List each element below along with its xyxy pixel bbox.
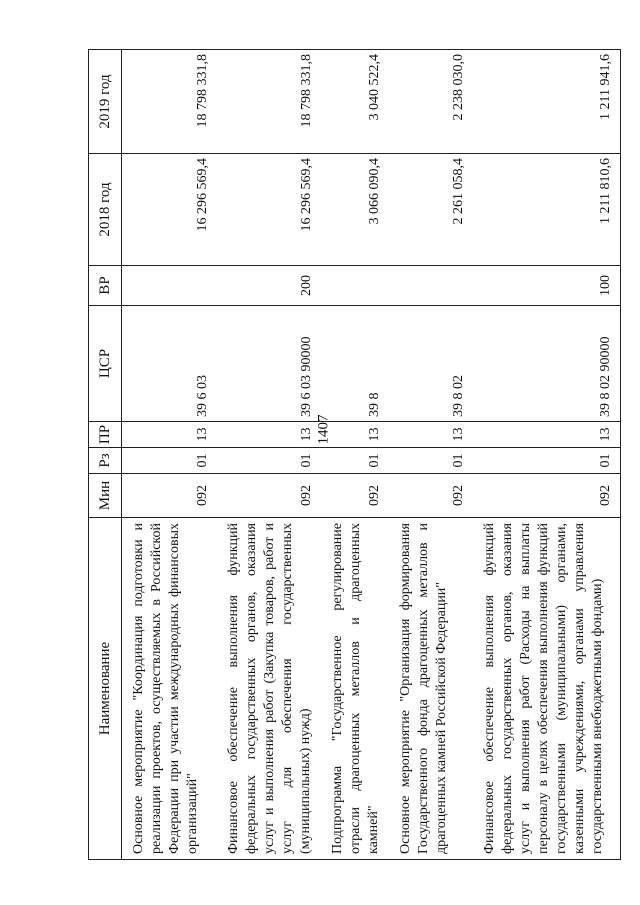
page-number: 1407 [315,414,332,445]
row-2019: 18 798 331,8 [122,50,217,154]
header-min: Мин [89,474,122,518]
header-2018: 2018 год [89,154,122,266]
row-name: Финансовое обеспечение выполнения функций федеральных государственных органов, оказания услуг и выполнения работ (Закупка товаров, работ и услуг для обеспечения государственных (муниципальных) нужд) [217,518,321,860]
row-2019: 18 798 331,8 [217,50,321,154]
row-name: Подпрограмма "Государственное регулирование отрасли драгоценных металлов и драгоценных камней" [321,518,389,860]
row-pr: 13 [122,422,217,448]
row-2019: 2 238 030,0 [389,50,473,154]
row-vr [122,266,217,306]
header-csr: ЦСР [89,306,122,422]
row-pr: 13 [217,422,321,448]
row-vr [321,266,389,306]
table-row [217,50,321,860]
row-pr: 13 [321,422,389,448]
row-2018: 1 211 810,6 [473,154,621,266]
row-2018: 2 261 058,4 [389,154,473,266]
row-csr: 39 6 03 [122,306,217,422]
row-vr: 200 [217,266,321,306]
row-name: Основное мероприятие "Организация формирования Государственного фонда драгоценных металлов и драгоценных камней Российской Федерации" [389,518,473,860]
row-2019: 3 040 522,4 [321,50,389,154]
row-rz: 01 [389,448,473,474]
row-min: 092 [389,474,473,518]
budget-table-rotated [88,50,613,860]
row-rz: 01 [217,448,321,474]
table-row [389,50,473,860]
row-rz: 01 [122,448,217,474]
row-min: 092 [217,474,321,518]
row-min: 092 [473,474,621,518]
row-csr: 39 6 03 90000 [217,306,321,422]
row-csr: 39 8 [321,306,389,422]
header-name: Наименование [89,518,122,860]
row-pr: 13 [473,422,621,448]
row-pr: 13 [389,422,473,448]
budget-table [88,49,621,860]
header-pr: ПР [89,422,122,448]
row-min: 092 [321,474,389,518]
header-2019: 2019 год [89,50,122,154]
table-row [122,50,217,860]
row-vr [389,266,473,306]
row-2018: 3 066 090,4 [321,154,389,266]
row-2018: 16 296 569,4 [122,154,217,266]
row-vr: 100 [473,266,621,306]
table-row [321,50,389,860]
header-vr: ВР [89,266,122,306]
row-min: 092 [122,474,217,518]
row-2019: 1 211 941,6 [473,50,621,154]
row-rz: 01 [321,448,389,474]
row-csr: 39 8 02 90000 [473,306,621,422]
table-row [473,50,621,860]
row-2018: 16 296 569,4 [217,154,321,266]
row-csr: 39 8 02 [389,306,473,422]
header-row [89,50,122,860]
row-name: Финансовое обеспечение выполнения функций федеральных государственных органов, оказания услуг и выполнения работ (Расходы на выплаты персоналу в целях обеспечения выполнения функций государственными (муниципальными) органами, казенными учреждениями, органами управления государственными внебюджетными фондами) [473,518,621,860]
row-rz: 01 [473,448,621,474]
row-name: Основное мероприятие "Координация подготовки и реализации проектов, осуществляемых в Российской Федерации при участии международных финансовых организаций" [122,518,217,860]
header-rz: Рз [89,448,122,474]
